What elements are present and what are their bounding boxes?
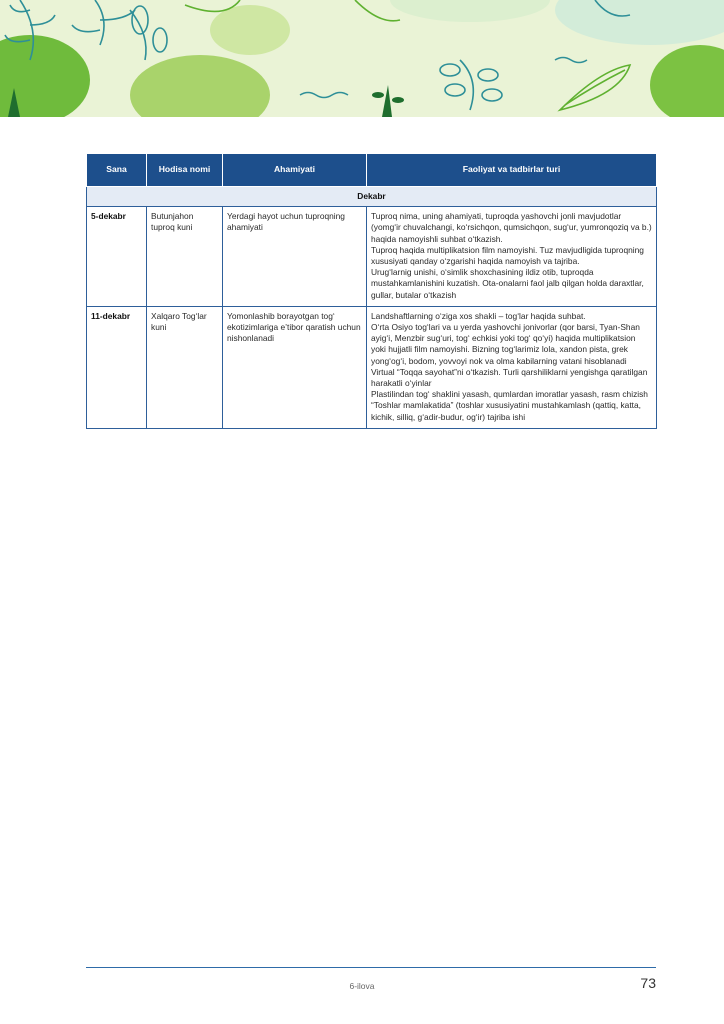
- activity-line: Tuproq haqida multiplikatsion film namoyishi. Tuz mavjudligida tuproqning xususiyati qanday o‘zgarishi haqida namoyish va tajriba.: [371, 244, 644, 267]
- events-table: [86, 153, 657, 429]
- table-row: [87, 306, 657, 428]
- activity-line: Urug‘larnig unishi, o‘simlik shoxchasining ildiz otib, tuproqda mustahkamlanishini kuzatish. Ota-onalarni faol jalb qilgan holda daraxtlar, gullar, butalar o‘tkazish: [371, 267, 644, 300]
- activity-line: Virtual “Toqqa sayohat”ni o‘tkazish. Turli qarshiliklarni yengishga qaratilgan harakatli o‘yinlar: [371, 366, 648, 389]
- activity-line: Tuproq nima, uning ahamiyati, tuproqda yashovchi jonli mavjudotlar (yomg‘ir chuvalchangi, ko‘rsichqon, qumsichqon, sug‘ur, yumronqoziq va b.) haqida namoyishli suhbat o‘tkazish.: [371, 211, 652, 244]
- row-importance: Yomonlashib borayotgan tog‘ ekotizimlariga e’tibor qaratish uchun nishonlanadi: [223, 306, 367, 428]
- row-event-name: Butunjahon tuproq kuni: [147, 207, 223, 307]
- row-date: 5-dekabr: [87, 207, 147, 307]
- header-event-name: Hodisa nomi: [147, 154, 223, 187]
- header-activities: Faoliyat va tadbirlar turi: [367, 154, 657, 187]
- activity-line: Landshaftlarning o‘ziga xos shakli – tog‘lar haqida suhbat.: [371, 310, 586, 321]
- appendix-label: 6-ilova: [349, 981, 375, 991]
- row-activities: [367, 207, 657, 307]
- header-importance: Ahamiyati: [223, 154, 367, 187]
- leaf-banner: [0, 0, 724, 117]
- row-importance: Yerdagi hayot uchun tuproqning ahamiyati: [223, 207, 367, 307]
- page-number: 73: [640, 975, 656, 991]
- table-row: [87, 207, 657, 307]
- activity-line: O‘rta Osiyo tog‘lari va u yerda yashovchi jonivorlar (qor barsi, Tyan-Shan ayig‘i, Menzbir sug‘uri, tog‘ echkisi yoki tog‘ qo‘yi) haqida multiplikatsion yoki hujjatli film namoyishi. Bizning tog‘larimiz lola, xandon pista, grek yong‘og‘i, bodom, yovvoyi nok va olma kabilarning vatani hisoblanadi: [371, 322, 640, 366]
- row-event-name: Xalqaro Tog‘lar kuni: [147, 306, 223, 428]
- month-label: Dekabr: [87, 187, 657, 207]
- month-row: [87, 187, 657, 207]
- row-activities: [367, 306, 657, 428]
- header-date: Sana: [87, 154, 147, 187]
- activity-line: “Toshlar mamlakatida” (toshlar xususiyatini mustahkamlash (qattiq, katta, kichik, silliq, g‘adir-budur, og‘ir) tajriba ishi: [371, 400, 641, 422]
- table-header-row: [87, 154, 657, 187]
- leaf-banner-illustration: [0, 0, 724, 117]
- footer-divider: [86, 967, 656, 968]
- row-date: 11-dekabr: [87, 306, 147, 428]
- activity-line: Plastilindan tog‘ shaklini yasash, qumlardan imoratlar yasash, rasm chizish: [371, 389, 648, 400]
